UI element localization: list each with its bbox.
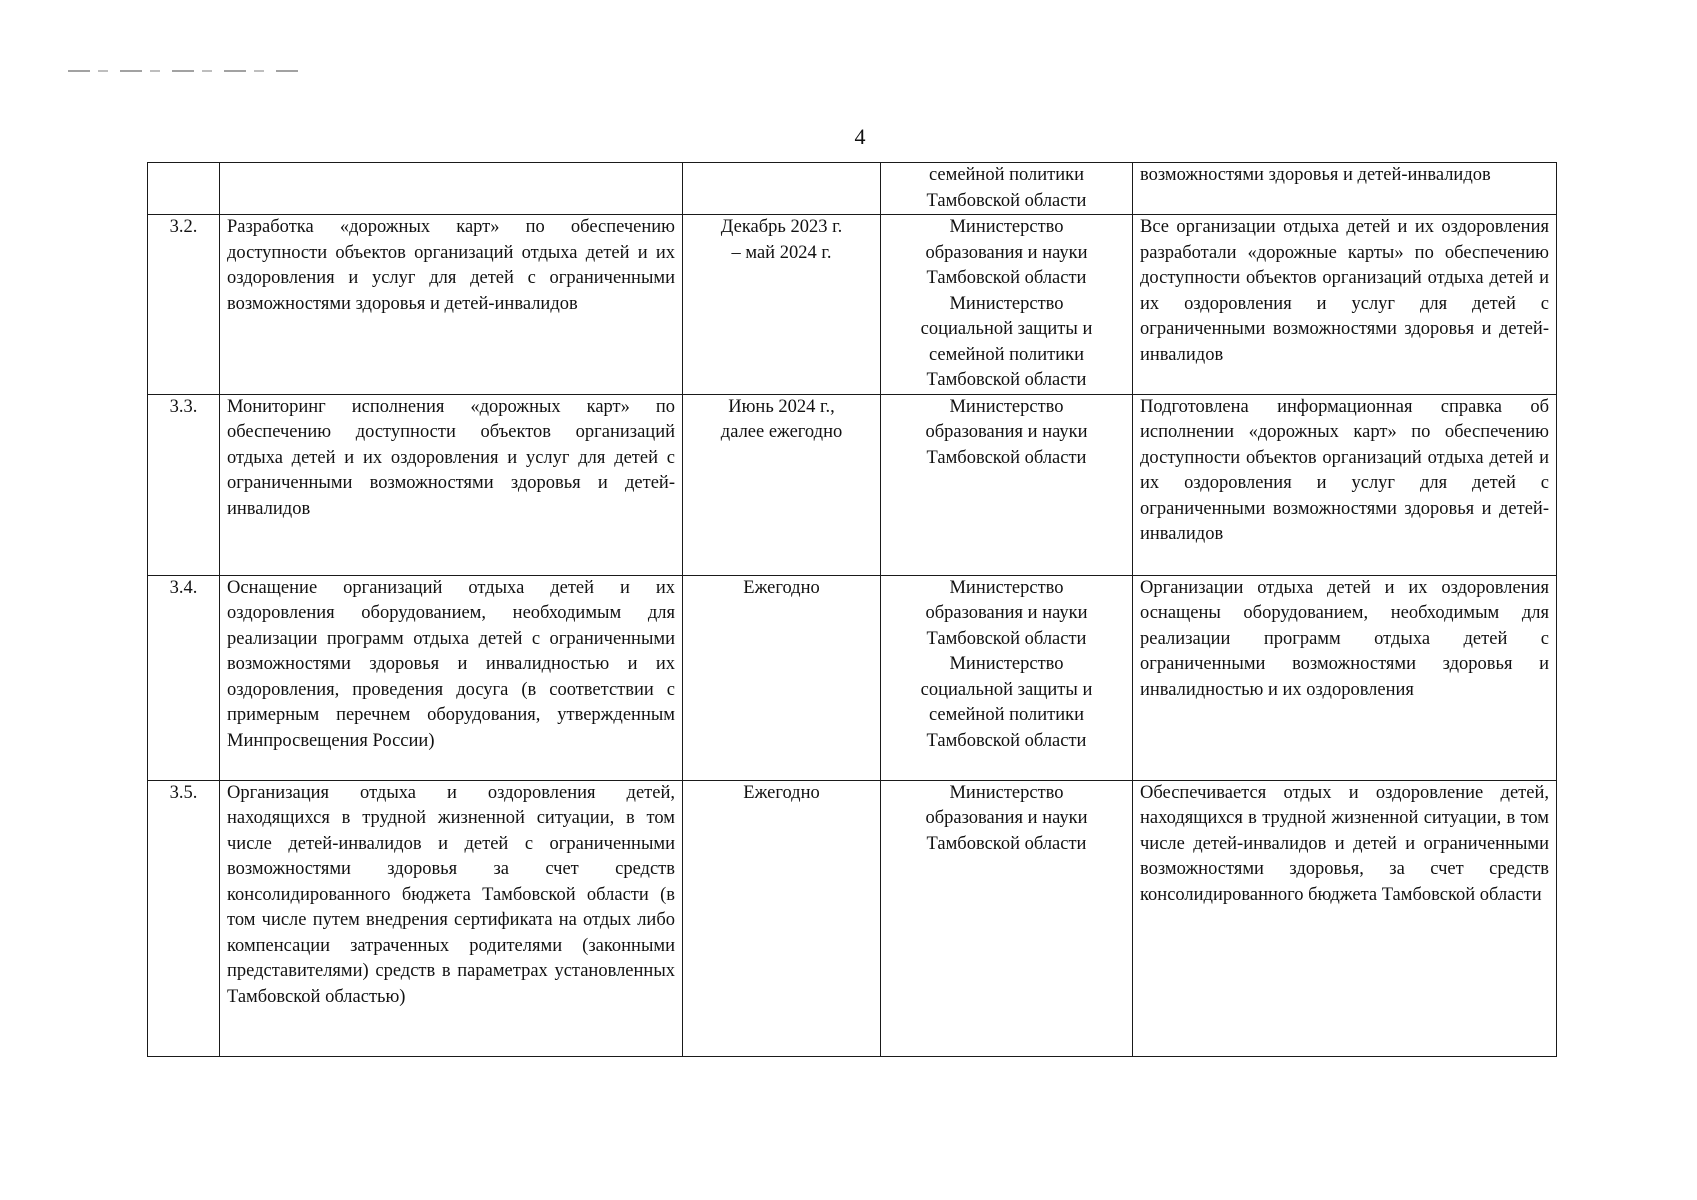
measures-table — [147, 162, 1557, 1057]
scan-artifact — [68, 70, 298, 72]
table-row — [148, 163, 1557, 215]
result-cell: Организации отдыха детей и их оздоровления оснащены оборудованием, необходимым для реализации программ отдыха детей с ограниченными возможностями здоровья и инвалидностью и их оздоровления — [1133, 575, 1557, 780]
row-number: 3.2. — [148, 215, 220, 395]
result-cell: Подготовлена информационная справка об исполнении «дорожных карт» по обеспечению доступности объектов организаций отдыха детей и их оздоровления и услуг для детей с ограниченными возможностями здоровья и детей-инвалидов — [1133, 394, 1557, 575]
deadline-cell — [683, 163, 881, 215]
table-row — [148, 575, 1557, 780]
deadline-cell: Ежегодно — [683, 575, 881, 780]
row-number: 3.3. — [148, 394, 220, 575]
row-number: 3.4. — [148, 575, 220, 780]
row-number: 3.5. — [148, 780, 220, 1056]
deadline-cell: Июнь 2024 г., далее ежегодно — [683, 394, 881, 575]
responsible-cell: Министерство образования и науки Тамбовской области Министерство социальной защиты и семейной политики Тамбовской области — [881, 575, 1133, 780]
event-cell: Организация отдыха и оздоровления детей, находящихся в трудной жизненной ситуации, в том числе детей-инвалидов и детей с ограниченными возможностями здоровья за счет средств консолидированного бюджета Тамбовской области (в том числе путем внедрения сертификата на отдых либо компенсации затраченных родителями (законными представителями) средств в параметрах установленных Тамбовской областью) — [220, 780, 683, 1056]
responsible-cell: Министерство образования и науки Тамбовской области Министерство социальной защиты и семейной политики Тамбовской области — [881, 215, 1133, 395]
page-number: 4 — [854, 124, 866, 149]
result-cell: возможностями здоровья и детей-инвалидов — [1133, 163, 1557, 215]
event-cell: Разработка «дорожных карт» по обеспечению доступности объектов организаций отдыха детей и их оздоровления и услуг для детей с ограниченными возможностями здоровья и детей-инвалидов — [220, 215, 683, 395]
event-cell — [220, 163, 683, 215]
result-cell: Обеспечивается отдых и оздоровление детей, находящихся в трудной жизненной ситуации, в том числе детей-инвалидов и детей и ограниченными возможностями здоровья, за счет средств консолидированного бюджета Тамбовской области — [1133, 780, 1557, 1056]
deadline-cell: Декабрь 2023 г. – май 2024 г. — [683, 215, 881, 395]
row-number — [148, 163, 220, 215]
responsible-cell: семейной политики Тамбовской области — [881, 163, 1133, 215]
deadline-cell: Ежегодно — [683, 780, 881, 1056]
event-cell: Оснащение организаций отдыха детей и их оздоровления оборудованием, необходимым для реализации программ отдыха детей с ограниченными возможностями здоровья и инвалидностью и их оздоровления, проведения досуга (в соответствии с примерным перечнем оборудования, утвержденным Минпросвещения России) — [220, 575, 683, 780]
result-cell: Все организации отдыха детей и их оздоровления разработали «дорожные карты» по обеспечению доступности объектов организаций отдыха детей и их оздоровления и услуг для детей с ограниченными возможностями здоровья и детей-инвалидов — [1133, 215, 1557, 395]
responsible-cell: Министерство образования и науки Тамбовской области — [881, 394, 1133, 575]
responsible-cell: Министерство образования и науки Тамбовской области — [881, 780, 1133, 1056]
table-row — [148, 780, 1557, 1056]
table-row — [148, 394, 1557, 575]
event-cell: Мониторинг исполнения «дорожных карт» по обеспечению доступности объектов организаций отдыха детей и их оздоровления и услуг для детей с ограниченными возможностями здоровья и детей-инвалидов — [220, 394, 683, 575]
table-row — [148, 215, 1557, 395]
